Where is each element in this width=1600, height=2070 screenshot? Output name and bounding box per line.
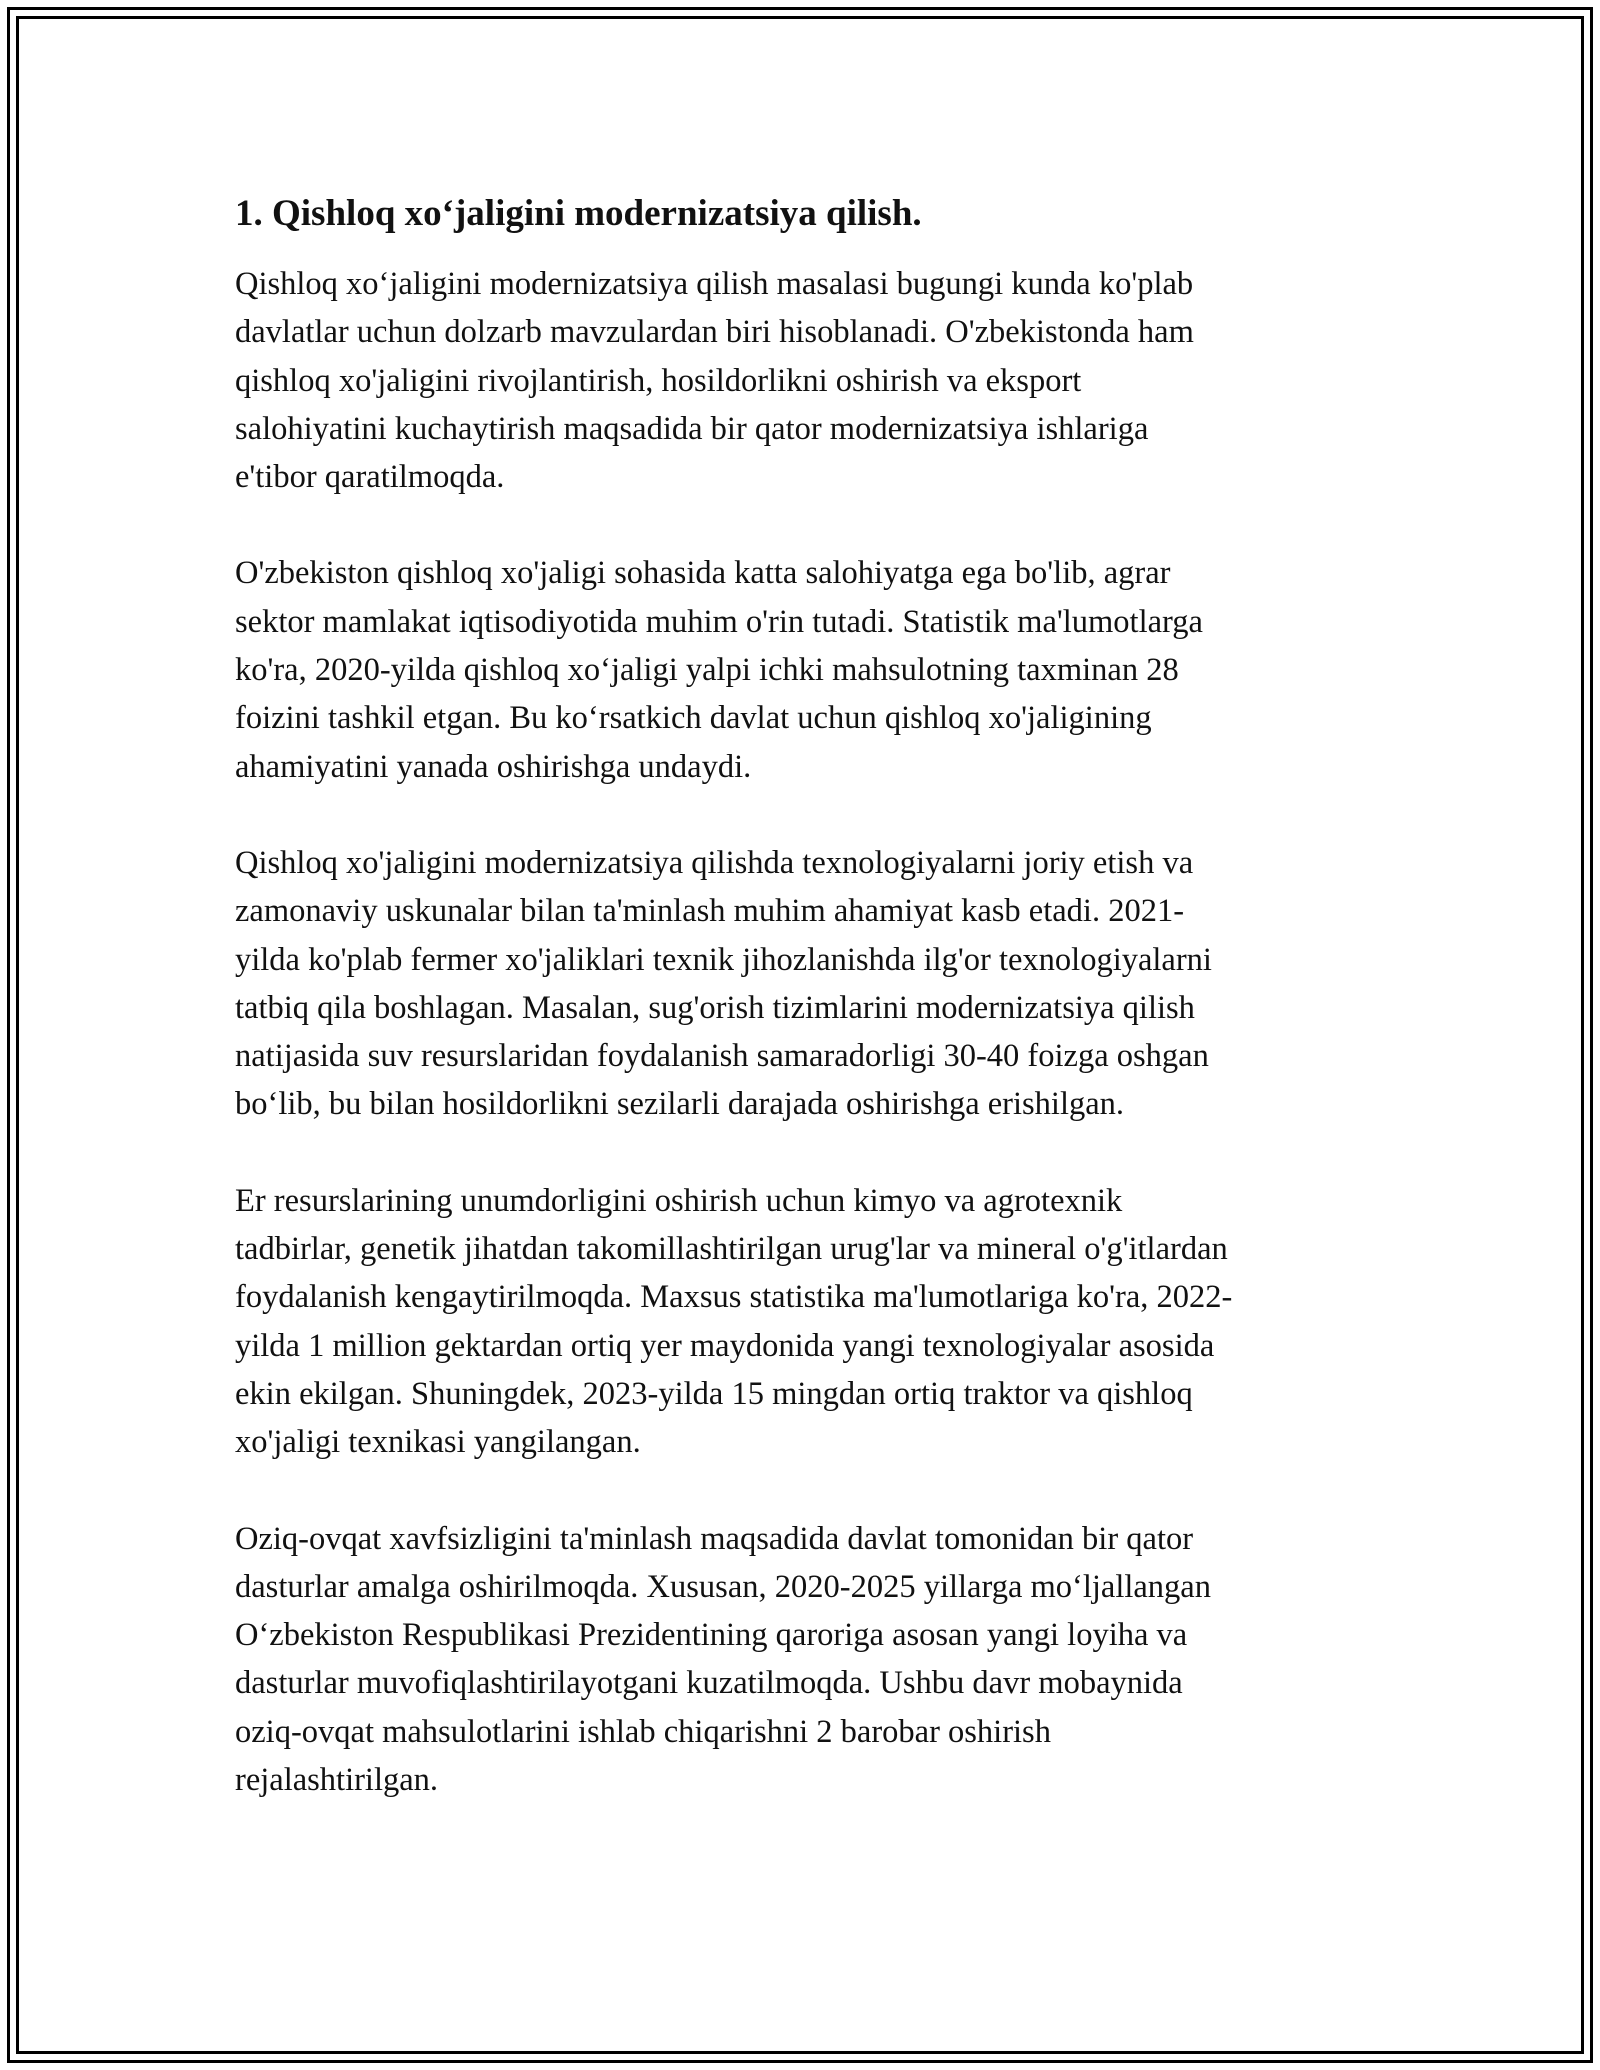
paragraph-line: natijasida suv resurslaridan foydalanish samaradorligi 30-40 foizga oshgan	[235, 1038, 1209, 1075]
paragraph-line: O'zbekiston qishloq xo'jaligi sohasida katta salohiyatga ega bo'lib, agrar	[235, 555, 1171, 592]
paragraph-line: e'tibor qaratilmoqda.	[235, 459, 505, 496]
paragraph-3	[235, 839, 1375, 1129]
paragraph-line: davlatlar uchun dolzarb mavzulardan biri hisoblanadi. O'zbekistonda ham	[235, 314, 1194, 351]
paragraph-line: yilda ko'plab fermer xo'jaliklari texnik jihozlanishda ilg'or texnologiyalarni	[235, 941, 1212, 978]
paragraph-line: ko'ra, 2020-yilda qishloq xo‘jaligi yalpi ichki mahsulotning taxminan 28	[235, 652, 1179, 689]
paragraph-list	[235, 260, 1375, 1804]
paragraph-line: salohiyatini kuchaytirish maqsadida bir qator modernizatsiya ishlariga	[235, 410, 1149, 447]
paragraph-line: bo‘lib, bu bilan hosildorlikni sezilarli darajada oshirishga erishilgan.	[235, 1086, 1125, 1123]
paragraph-line: sektor mamlakat iqtisodiyotida muhim o'rin tutadi. Statistik ma'lumotlarga	[235, 603, 1203, 640]
paragraph-1	[235, 260, 1375, 501]
document-body	[235, 188, 1375, 1852]
paragraph-line: Qishloq xo'jaligini modernizatsiya qilishda texnologiyalarni joriy etish va	[235, 844, 1194, 881]
paragraph-line: zamonaviy uskunalar bilan ta'minlash muhim ahamiyat kasb etadi. 2021-	[235, 893, 1185, 930]
paragraph-line: foizini tashkil etgan. Bu ko‘rsatkich davlat uchun qishloq xo'jaligining	[235, 700, 1152, 737]
section-heading: 1. Qishloq xo‘jaligini modernizatsiya qilish.	[235, 193, 922, 234]
paragraph-line: ekin ekilgan. Shuningdek, 2023-yilda 15 mingdan ortiq traktor va qishloq	[235, 1375, 1193, 1412]
paragraph-line: tatbiq qila boshlagan. Masalan, sug'orish tizimlarini modernizatsiya qilish	[235, 989, 1195, 1026]
paragraph-line: Qishloq xo‘jaligini modernizatsiya qilish masalasi bugungi kunda ko'plab	[235, 266, 1194, 302]
paragraph-line: dasturlar muvofiqlashtirilayotgani kuzatilmoqda. Ushbu davr mobaynida	[235, 1665, 1183, 1702]
paragraph-line: tadbirlar, genetik jihatdan takomillashtirilgan urug'lar va mineral o'g'itlardan	[235, 1231, 1228, 1268]
paragraph-line: oziq-ovqat mahsulotlarini ishlab chiqarishni 2 barobar oshirish	[235, 1713, 1051, 1750]
paragraph-line: qishloq xo'jaligini rivojlantirish, hosildorlikni oshirish va eksport	[235, 362, 1082, 399]
paragraph-line: rejalashtirilgan.	[235, 1762, 439, 1799]
paragraph-line: yilda 1 million gektardan ortiq yer maydonida yangi texnologiyalar asosida	[235, 1327, 1215, 1364]
paragraph-line: dasturlar amalga oshirilmoqda. Xususan, 2020-2025 yillarga mo‘ljallangan	[235, 1568, 1211, 1605]
paragraph-line: Er resurslarining unumdorligini oshirish uchun kimyo va agrotexnik	[235, 1182, 1123, 1219]
paragraph-4	[235, 1177, 1375, 1467]
paragraph-2	[235, 549, 1375, 790]
paragraph-line: Oziq-ovqat xavfsizligini ta'minlash maqsadida davlat tomonidan bir qator	[235, 1520, 1194, 1557]
paragraph-line: ahamiyatini yanada oshirishga undaydi.	[235, 748, 752, 785]
paragraph-line: foydalanish kengaytirilmoqda. Maxsus statistika ma'lumotlariga ko'ra, 2022-	[235, 1279, 1233, 1316]
paragraph-line: xo'jaligi texnikasi yangilangan.	[235, 1424, 641, 1461]
paragraph-5	[235, 1515, 1375, 1805]
paragraph-line: O‘zbekiston Respublikasi Prezidentining qaroriga asosan yangi loyiha va	[235, 1617, 1188, 1654]
